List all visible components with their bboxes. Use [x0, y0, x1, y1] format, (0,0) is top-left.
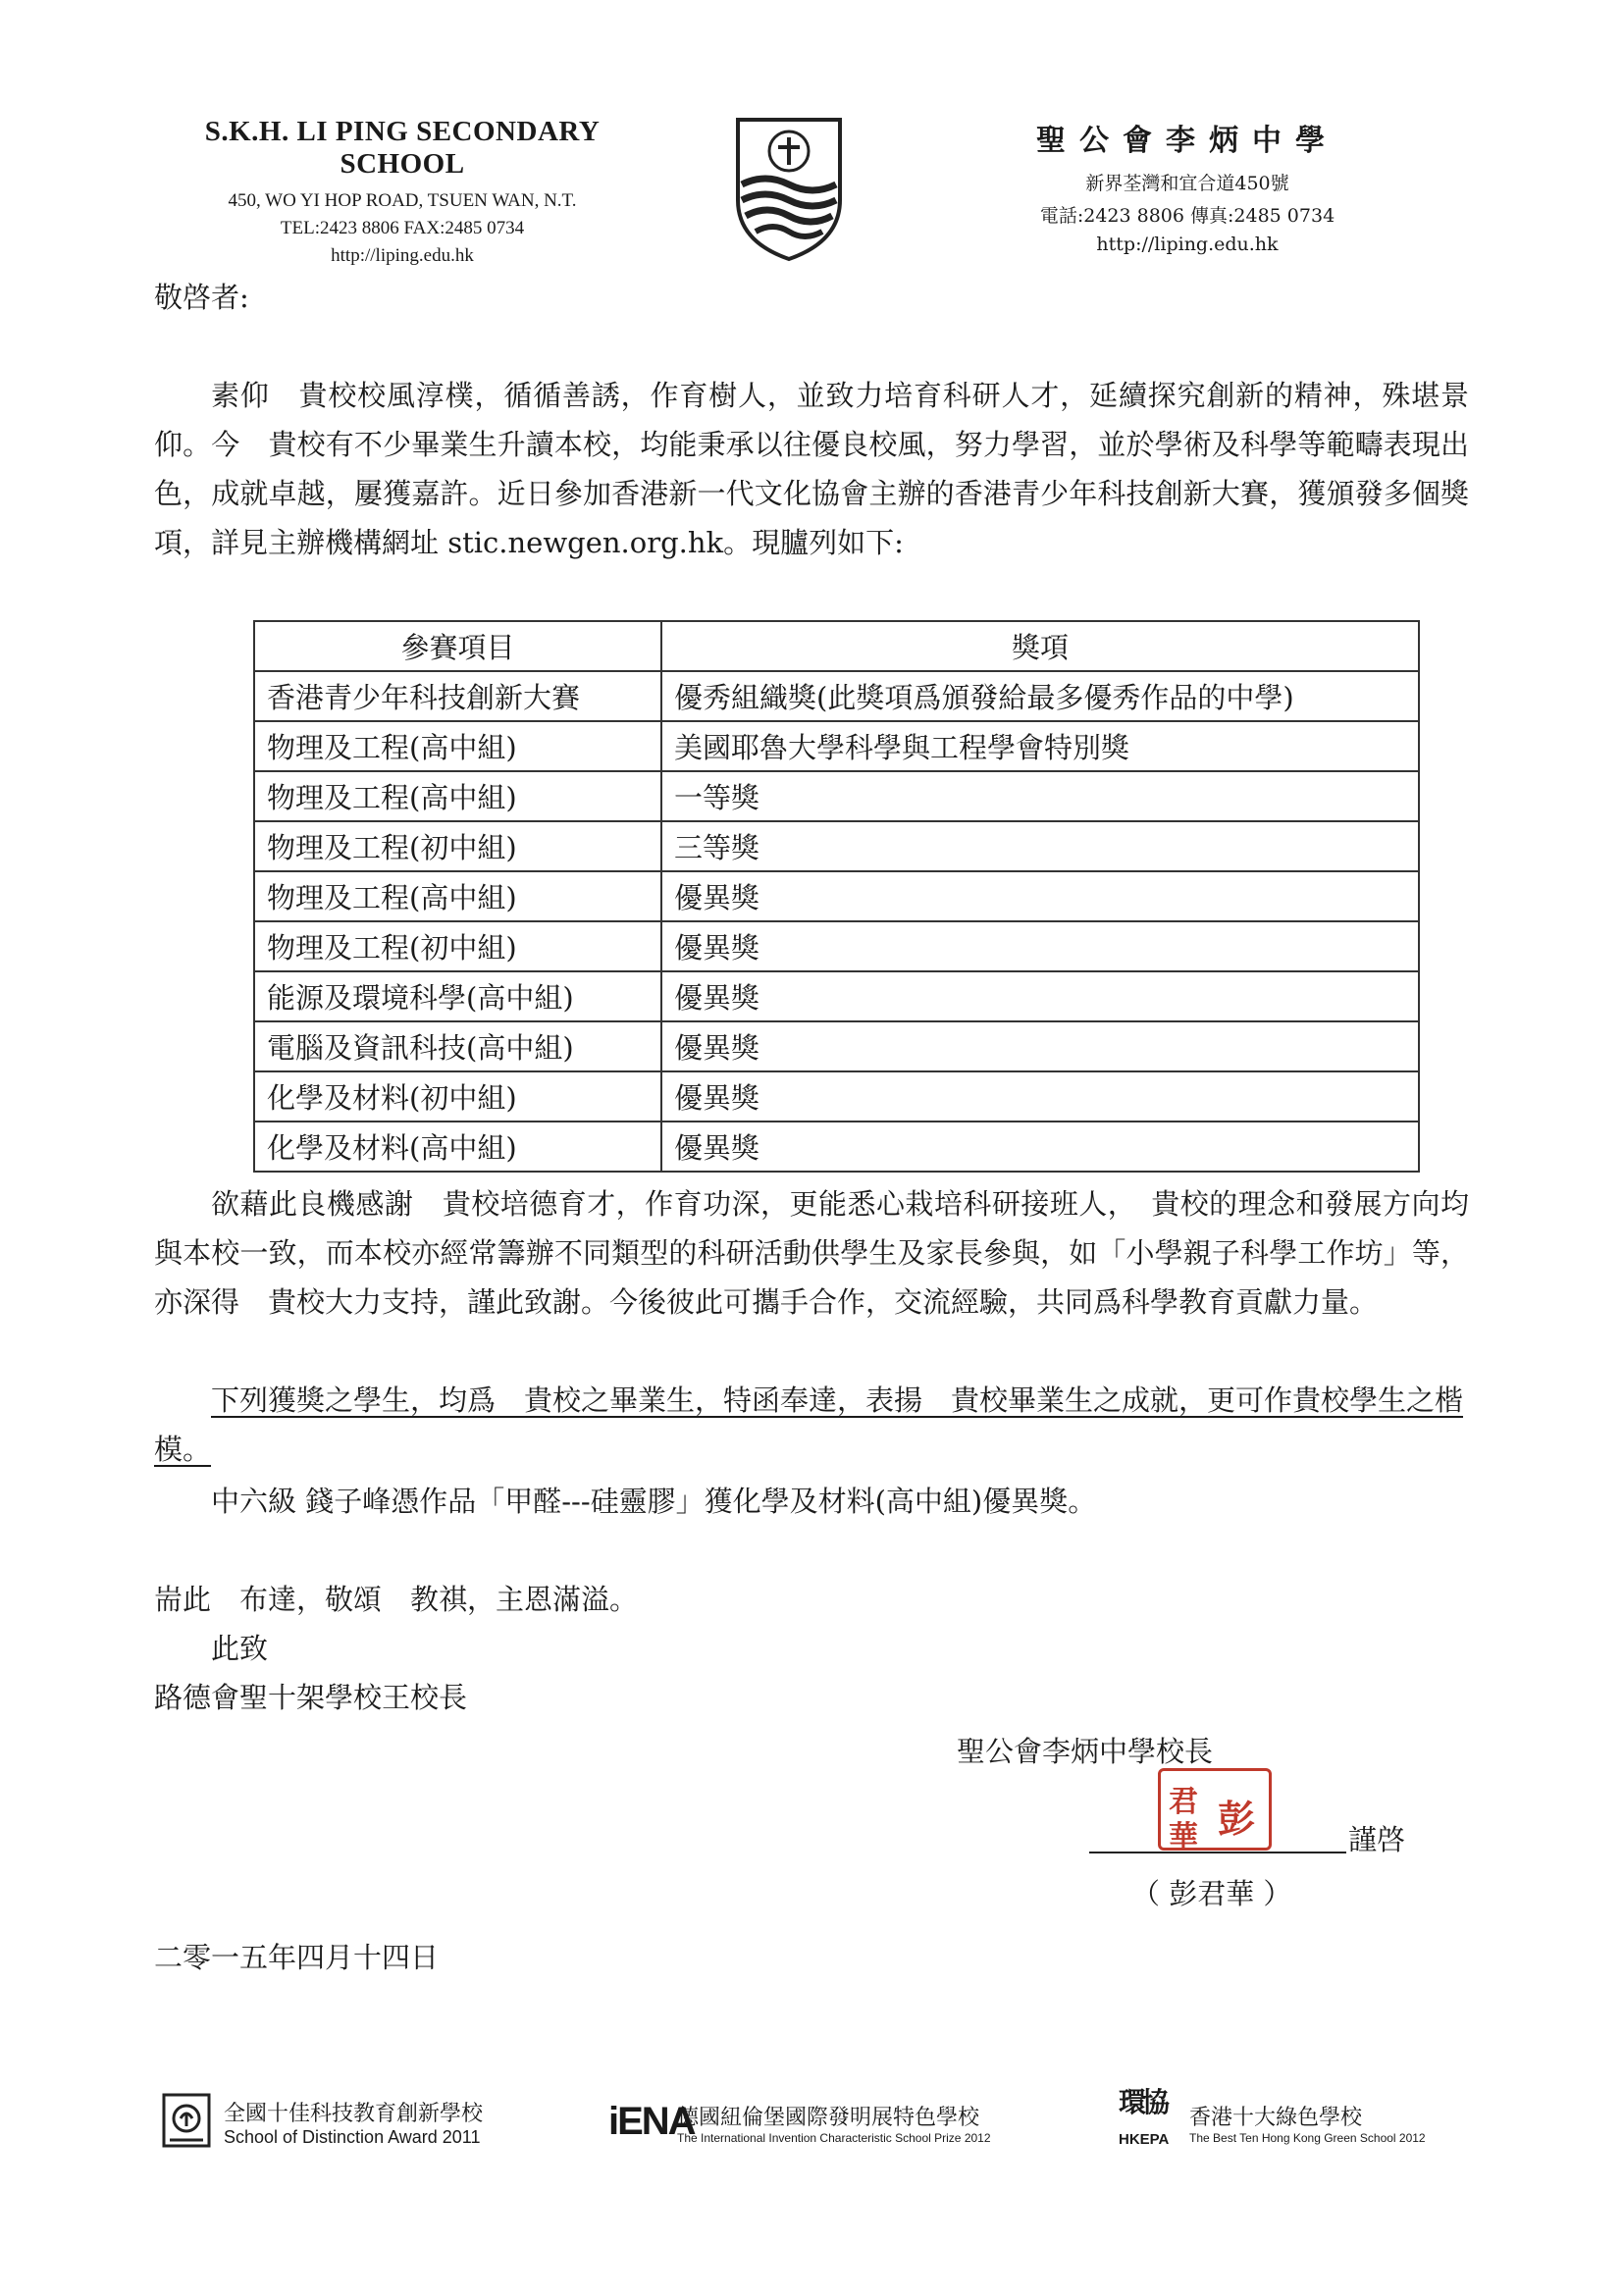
- cell-event: 物理及工程(初中組): [254, 821, 661, 871]
- iena-logo-icon: iENA: [608, 2100, 695, 2143]
- table-row: [254, 671, 1419, 721]
- cell-award: 優異獎: [661, 921, 1419, 971]
- cell-event: 化學及材料(高中組): [254, 1122, 661, 1172]
- closing-line: 耑此 布達，敬頌 教祺，主恩滿溢。: [154, 1583, 639, 1616]
- cell-event: 香港青少年科技創新大賽: [254, 671, 661, 721]
- school-url-en: http://liping.edu.hk: [331, 245, 474, 266]
- cell-event: 物理及工程(初中組): [254, 921, 661, 971]
- school-address-en: 450, WO YI HOP ROAD, TSUEN WAN, N.T.: [228, 190, 577, 211]
- signatory-name: （ 彭君華 ）: [1131, 1877, 1292, 1910]
- table-row: [254, 821, 1419, 871]
- table-row: [254, 771, 1419, 821]
- table-header-row: [254, 621, 1419, 671]
- award-iena-en: The International Invention Characteristic School Prize 2012: [677, 2131, 991, 2145]
- awards-table-wrapper: [253, 620, 1420, 1173]
- award-green-zh: 香港十大綠色學校: [1189, 2106, 1363, 2130]
- cell-award: 一等獎: [661, 771, 1419, 821]
- letterhead-english: [147, 116, 657, 267]
- zhici: 此致: [211, 1632, 269, 1665]
- hkepa-logo-icon: [1119, 2088, 1181, 2159]
- award-iena: [677, 2101, 991, 2145]
- school-address-zh: 新界荃灣和宜合道450號: [1085, 173, 1289, 194]
- seal-char: 華: [1169, 1820, 1198, 1854]
- cell-award: 優異獎: [661, 971, 1419, 1021]
- table-row: [254, 1021, 1419, 1071]
- award-iena-zh: 德國紐倫堡國際發明展特色學校: [677, 2106, 980, 2130]
- table-row: [254, 1122, 1419, 1172]
- recipient: 路德會聖十架學校王校長: [154, 1681, 468, 1714]
- hkepa-logo-zh: 環協: [1119, 2086, 1167, 2118]
- table-row: [254, 971, 1419, 1021]
- school-crest-icon: [734, 116, 844, 263]
- seal-char: 君: [1169, 1785, 1198, 1819]
- table-row: [254, 1071, 1419, 1122]
- paragraph-commendation: 下列獲獎之學生，均爲 貴校之畢業生，特函奉達，表揚 貴校畢業生之成就，更可作貴校學生之楷模。: [154, 1383, 1464, 1466]
- seal-char: 彭: [1218, 1797, 1256, 1841]
- distinction-award-icon: [162, 2093, 211, 2148]
- cell-event: 物理及工程(高中組): [254, 871, 661, 921]
- award-distinction-en: School of Distinction Award 2011: [224, 2127, 481, 2147]
- awards-table: [253, 620, 1420, 1173]
- school-name-zh: 聖公會李炳中學: [1036, 124, 1338, 158]
- school-contact-zh: 電話:2423 8806 傳真:2485 0734: [1039, 205, 1335, 227]
- award-distinction: [224, 2097, 483, 2148]
- letter-date: 二零一五年四月十四日: [154, 1941, 440, 1974]
- cell-award: 美國耶魯大學科學與工程學會特別獎: [661, 721, 1419, 771]
- cell-event: 電腦及資訊科技(高中組): [254, 1021, 661, 1071]
- paragraph-thanks: 欲藉此良機感謝 貴校培德育才，作育功深，更能悉心栽培科研接班人， 貴校的理念和發展方向均與本校一致，而本校亦經常籌辦不同類型的科研活動供學生及家長參與，如「小學親子科學工作坊」等，亦深得 貴校大力支持，謹此致謝。今後彼此可攜手合作，交流經驗，共同爲科學教育貢獻力量。: [154, 1187, 1469, 1319]
- table-row: [254, 871, 1419, 921]
- hkepa-logo-en: HKEPA: [1119, 2131, 1170, 2148]
- school-contact-en: TEL:2423 8806 FAX:2485 0734: [280, 218, 525, 238]
- letterhead-chinese: [991, 116, 1384, 255]
- award-green-school: [1189, 2101, 1426, 2145]
- cell-award: 優秀組織獎(此獎項爲頒發給最多優秀作品的中學): [661, 671, 1419, 721]
- header-event: 參賽項目: [254, 621, 661, 671]
- table-row: [254, 921, 1419, 971]
- cell-event: 物理及工程(高中組): [254, 771, 661, 821]
- signature-seal: [1158, 1768, 1272, 1854]
- cell-award: 優異獎: [661, 871, 1419, 921]
- table-row: [254, 721, 1419, 771]
- salutation: 敬啓者:: [154, 281, 249, 314]
- school-name-en: S.K.H. LI PING SECONDARY SCHOOL: [204, 116, 601, 180]
- award-distinction-zh: 全國十佳科技教育創新學校: [224, 2102, 484, 2126]
- award-green-en: The Best Ten Hong Kong Green School 2012: [1189, 2131, 1426, 2145]
- signature-line: [1089, 1852, 1346, 1853]
- cell-event: 能源及環境科學(高中組): [254, 971, 661, 1021]
- jinqi: 謹啓: [1348, 1823, 1406, 1856]
- paragraph-intro: 素仰 貴校校風淳樸，循循善誘，作育樹人，並致力培育科研人才，延續探究創新的精神，殊堪景仰。今 貴校有不少畢業生升讀本校，均能秉承以往優良校風，努力學習，並於學術及科學等範疇表現出色，成就卓越，屢獲嘉許。近日參加香港新一代文化協會主辦的香港青少年科技創新大賽，獲頒發多個獎項，詳見主辦機構網址 stic.newgen.org.hk。現臚列如下:: [154, 379, 1469, 559]
- cell-event: 物理及工程(高中組): [254, 721, 661, 771]
- sender-title: 聖公會李炳中學校長: [957, 1735, 1214, 1768]
- school-url-zh: http://liping.edu.hk: [1096, 234, 1279, 255]
- cell-award: 優異獎: [661, 1122, 1419, 1172]
- header-award: 獎項: [661, 621, 1419, 671]
- cell-award: 優異獎: [661, 1071, 1419, 1122]
- cell-event: 化學及材料(初中組): [254, 1071, 661, 1122]
- cell-award: 優異獎: [661, 1021, 1419, 1071]
- cell-award: 三等獎: [661, 821, 1419, 871]
- paragraph-student-award: 中六級 錢子峰憑作品「甲醛---硅靈膠」獲化學及材料(高中組)優異獎。: [211, 1485, 1097, 1518]
